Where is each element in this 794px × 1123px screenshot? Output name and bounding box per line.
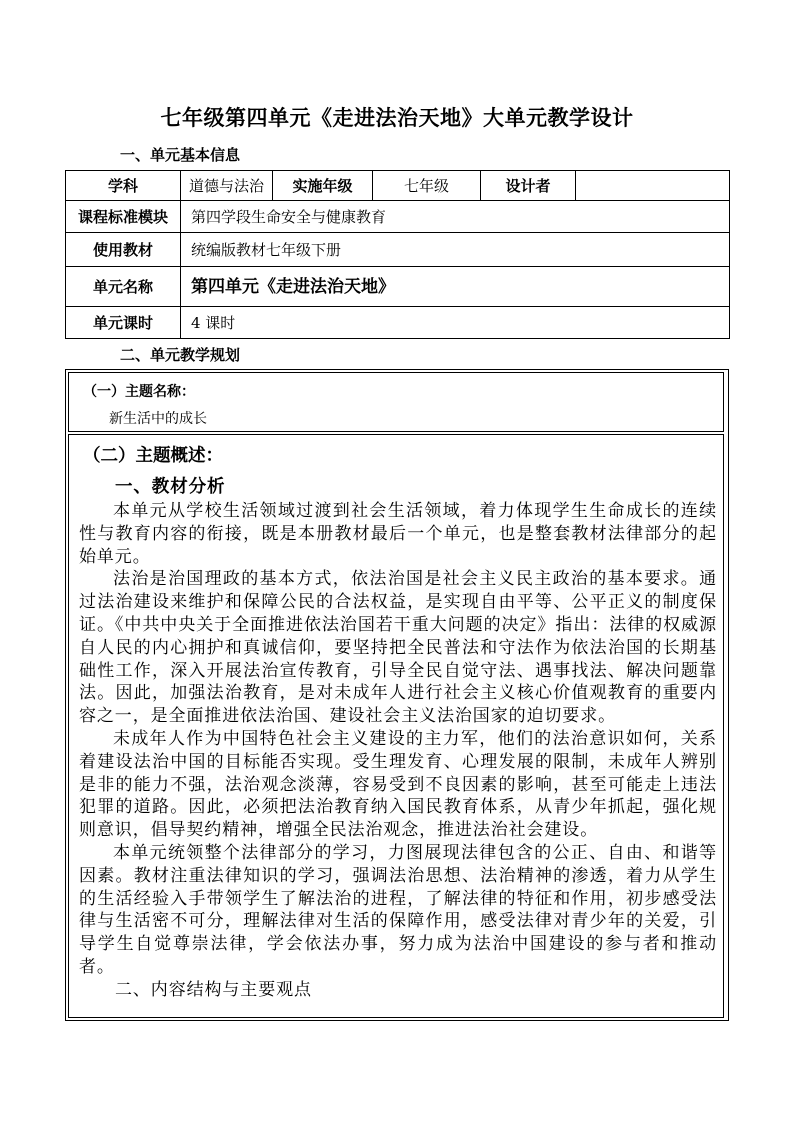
topic-name-value: 新生活中的成长 — [109, 411, 207, 427]
table-row-unit-name — [66, 267, 730, 307]
unit-info-table — [65, 170, 730, 339]
subject-label: 学科 — [66, 171, 181, 201]
textbook-label: 使用教材 — [66, 233, 181, 267]
overview-paragraph: 本单元从学校生活领域过渡到社会生活领域，着力体现学生生命成长的连续性与教育内容的衔接，既是本册教材最后一个单元，也是整套教材法律部分的起始单元。 — [79, 501, 717, 567]
designer-value — [576, 171, 730, 201]
table-row-unit-hours — [66, 307, 730, 339]
table-row-textbook — [66, 233, 730, 267]
teaching-plan-box — [65, 369, 729, 1021]
topic-overview-label: （二）主题概述： — [83, 446, 223, 466]
designer-label: 设计者 — [481, 171, 576, 201]
section-basic-info-label: 一、单元基本信息 — [120, 146, 241, 164]
table-row-module — [66, 201, 730, 233]
grade-label: 实施年级 — [273, 171, 373, 201]
unit-name-label: 单元名称 — [66, 267, 181, 307]
overview-paragraph: 未成年人作为中国特色社会主义建设的主力军，他们的法治意识如何，关系着建设法治中国的目标能否实现。受生理发育、心理发展的限制，未成年人辨别是非的能力不强，法治观念淡薄，容易受到不良因素的影响，甚至可能走上违法犯罪的道路。因此，必须把法治教育纳入国民教育体系，从青少年抓起，强化规则意识，倡导契约精神，增强全民法治观念，推进法治社会建设。 — [79, 728, 717, 841]
grade-value: 七年级 — [373, 171, 481, 201]
topic-overview-block — [68, 434, 724, 1018]
topic-name-label: （一）主题名称： — [83, 384, 195, 400]
subject-value: 道德与法治 — [181, 171, 273, 201]
topic-name-block — [68, 372, 724, 432]
textbook-value: 统编版教材七年级下册 — [181, 233, 730, 267]
unit-hours-label: 单元课时 — [66, 307, 181, 339]
overview-paragraph: 法治是治国理政的基本方式，依法治国是社会主义民主政治的基本要求。通过法治建设来维护和保障公民的合法权益，是实现自由平等、公平正义的制度保证。《中共中央关于全面推进依法治国若干重大问题的决定》指出：法律的权威源自人民的内心拥护和真诚信仰，要坚持把全民普法和守法作为依法治国的长期基础性工作，深入开展法治宣传教育，引导全民自觉守法、遇事找法、解决问题靠法。因此，加强法治教育，是对未成年人进行社会主义核心价值观教育的重要内容之一，是全面推进依法治国、建设社会主义法治国家的迫切要求。 — [79, 569, 717, 727]
module-label: 课程标准模块 — [66, 201, 181, 233]
section-teaching-plan-label: 二、单元教学规划 — [120, 346, 241, 364]
table-row-subject — [66, 171, 730, 201]
page-title: 七年级第四单元《走进法治天地》大单元教学设计 — [160, 105, 634, 130]
unit-name-value: 第四单元《走进法治天地》 — [181, 267, 730, 307]
unit-hours-value: 4 课时 — [181, 307, 730, 339]
module-value: 第四学段生命安全与健康教育 — [181, 201, 730, 233]
topic-overview-text — [79, 475, 717, 1002]
content-structure-heading: 二、内容结构与主要观点 — [115, 979, 312, 1000]
overview-paragraph: 本单元统领整个法律部分的学习，力图展现法律包含的公正、自由、和谐等因素。教材注重法律知识的学习，强调法治思想、法治精神的渗透，着力从学生的生活经验入手带领学生了解法治的进程，了解法律的特征和作用，初步感受法律与生活密不可分，理解法律对生活的保障作用，感受法律对青少年的关爱，引导学生自觉尊崇法律，学会依法办事，努力成为法治中国建设的参与者和推动者。 — [79, 842, 717, 977]
textbook-analysis-heading: 一、教材分析 — [115, 477, 226, 497]
